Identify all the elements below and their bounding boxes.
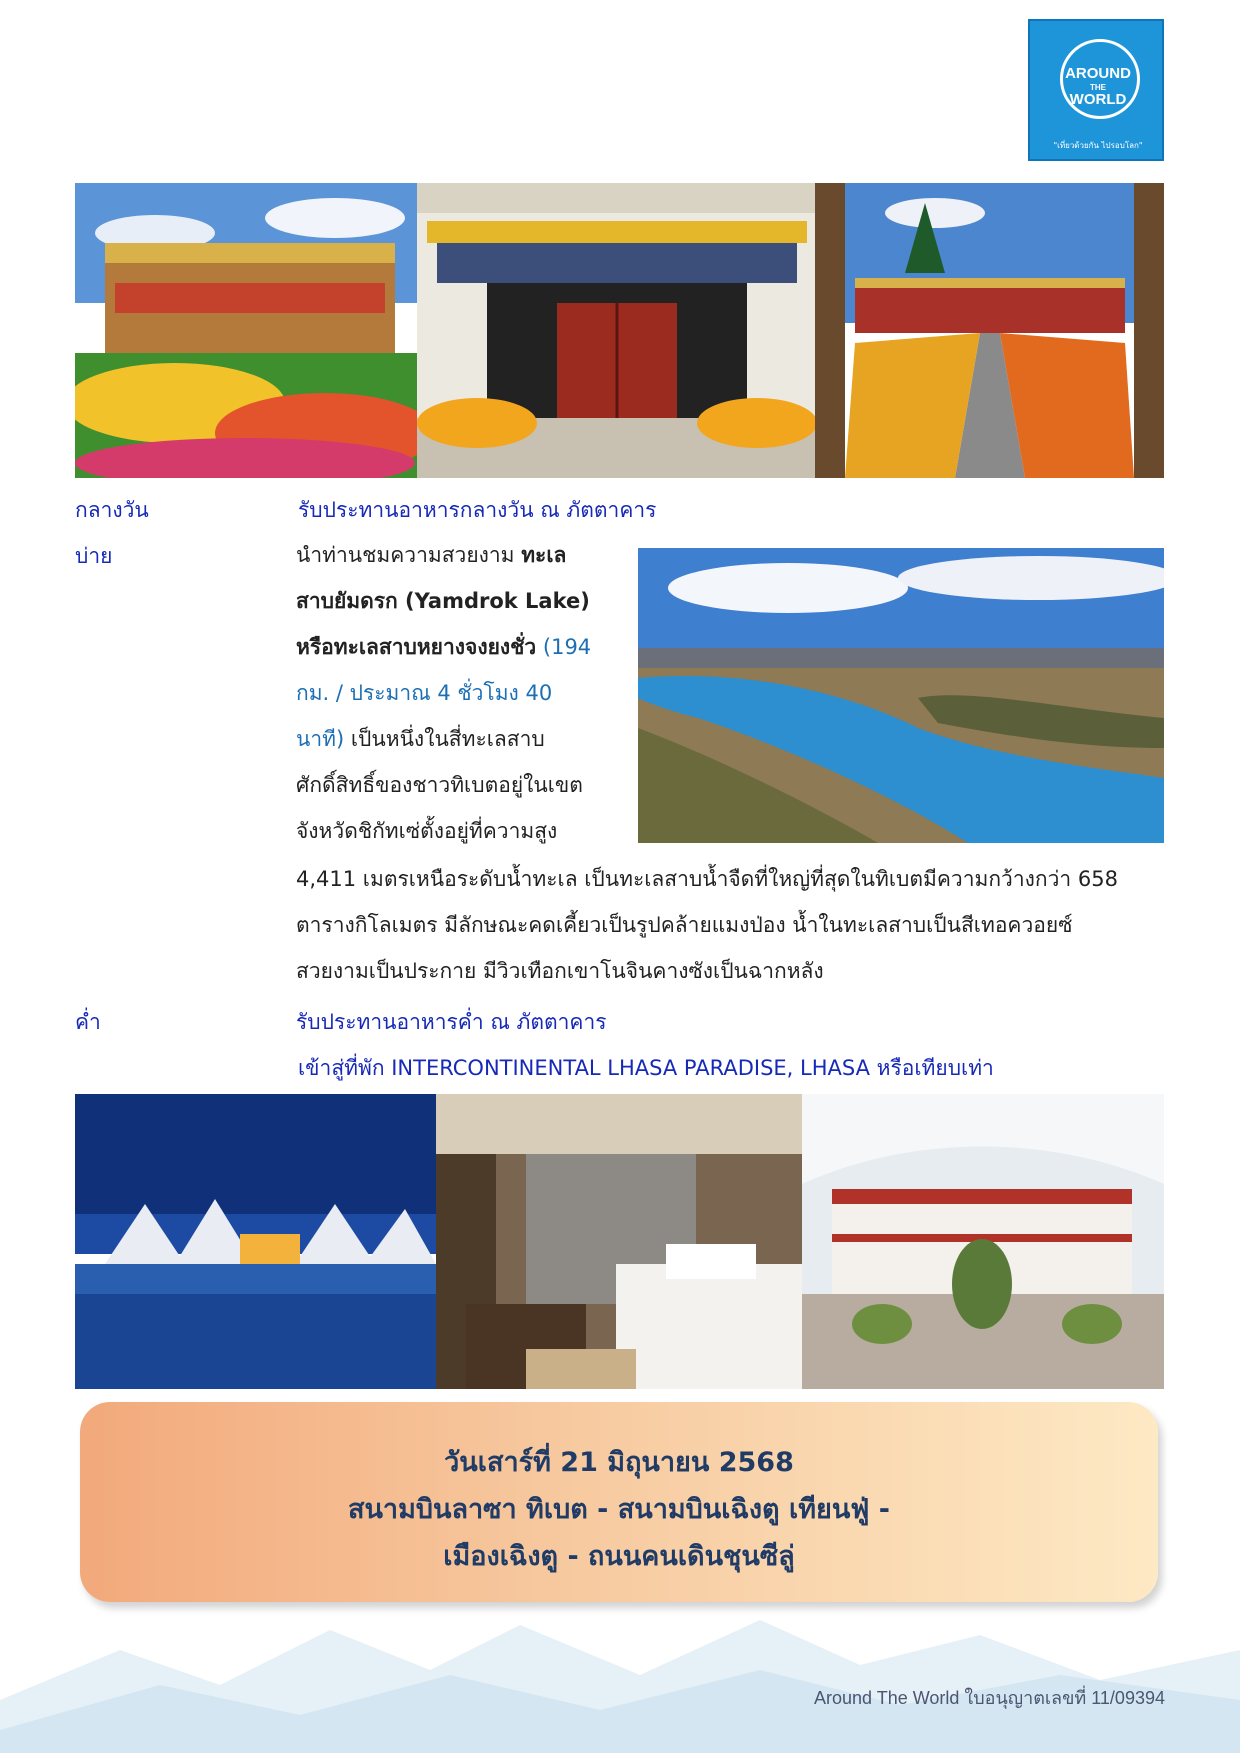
company-logo	[1028, 19, 1164, 161]
banner-route-line1: สนามบินลาซา ทิเบต - สนามบินเฉิงตู เทียนฟู่ -	[347, 1494, 891, 1525]
afternoon-line: นาที)	[296, 727, 345, 751]
logo-tagline: "เที่ยวด้วยกัน ไปรอบโลก"	[1053, 141, 1143, 150]
afternoon-line: กม. / ประมาณ 4 ชั่วโมง 40	[296, 681, 553, 705]
afternoon-paragraph-wide	[296, 856, 1166, 994]
photo-temple-door	[417, 183, 815, 478]
afternoon-line: เป็นหนึ่งในสี่ทะเลสาบ	[350, 727, 545, 751]
day-banner	[80, 1402, 1158, 1602]
afternoon-line: (194	[542, 635, 592, 659]
afternoon-paragraph-narrow	[296, 532, 618, 854]
afternoon-line: 4,411 เมตรเหนือระดับน้ำทะเล เป็นทะเลสาบน้ำจืดที่ใหญ่ที่สุดในทิเบตมีความกว้างกว่า 658	[296, 867, 1118, 891]
hotel-text: เข้าสู่ที่พัก INTERCONTINENTAL LHASA PARADISE, LHASA หรือเทียบเท่า	[298, 1056, 994, 1080]
dinner-label: ค่ำ	[75, 1010, 101, 1034]
lunch-label: กลางวัน	[75, 498, 149, 522]
lunch-text: รับประทานอาหารกลางวัน ณ ภัตตาคาร	[298, 498, 657, 522]
afternoon-line: นำท่านชมความสวยงาม	[296, 543, 515, 567]
banner-route-line2: เมืองเฉิงตู - ถนนคนเดินชุนซีลู่	[443, 1541, 795, 1572]
logo-text-world: WORLD	[1069, 91, 1127, 108]
banner-date: วันเสาร์ที่ 21 มิถุนายน 2568	[444, 1447, 794, 1478]
afternoon-line: ทะเล	[521, 543, 567, 567]
photo-yamdrok-lake	[638, 548, 1164, 843]
afternoon-line: ศักดิ์สิทธิ์ของชาวทิเบตอยู่ในเขต	[296, 773, 583, 797]
logo-text-around: AROUND	[1065, 65, 1131, 82]
photo-hotel-exterior-night	[75, 1094, 436, 1389]
afternoon-line: สวยงามเป็นประกาย มีวิวเทือกเขาโนจินคางซังเป็นฉากหลัง	[296, 959, 824, 983]
photo-courtyard-path	[815, 183, 1164, 478]
photo-hotel-atrium	[802, 1094, 1164, 1389]
afternoon-line: ตารางกิโลเมตร มีลักษณะคดเคี้ยวเป็นรูปคล้ายแมงป่อง น้ำในทะเลสาบเป็นสีเทอควอยซ์	[296, 913, 1073, 937]
footer-license: Around The World ใบอนุญาตเลขที่ 11/09394	[814, 1688, 1165, 1708]
dinner-text: รับประทานอาหารค่ำ ณ ภัตตาคาร	[296, 1010, 607, 1034]
afternoon-label: บ่าย	[75, 544, 113, 568]
afternoon-line: จังหวัดชิกัทเซ่ตั้งอยู่ที่ความสูง	[296, 819, 558, 843]
photo-hotel-room	[436, 1094, 802, 1389]
mountain-background	[0, 1590, 1240, 1753]
afternoon-line: สาบยัมดรก (Yamdrok Lake)	[296, 589, 590, 613]
photo-palace-garden	[75, 183, 417, 478]
logo-text-the: THE	[1090, 83, 1106, 92]
afternoon-line: หรือทะเลสาบหยางจงยงชั่ว	[296, 635, 537, 659]
